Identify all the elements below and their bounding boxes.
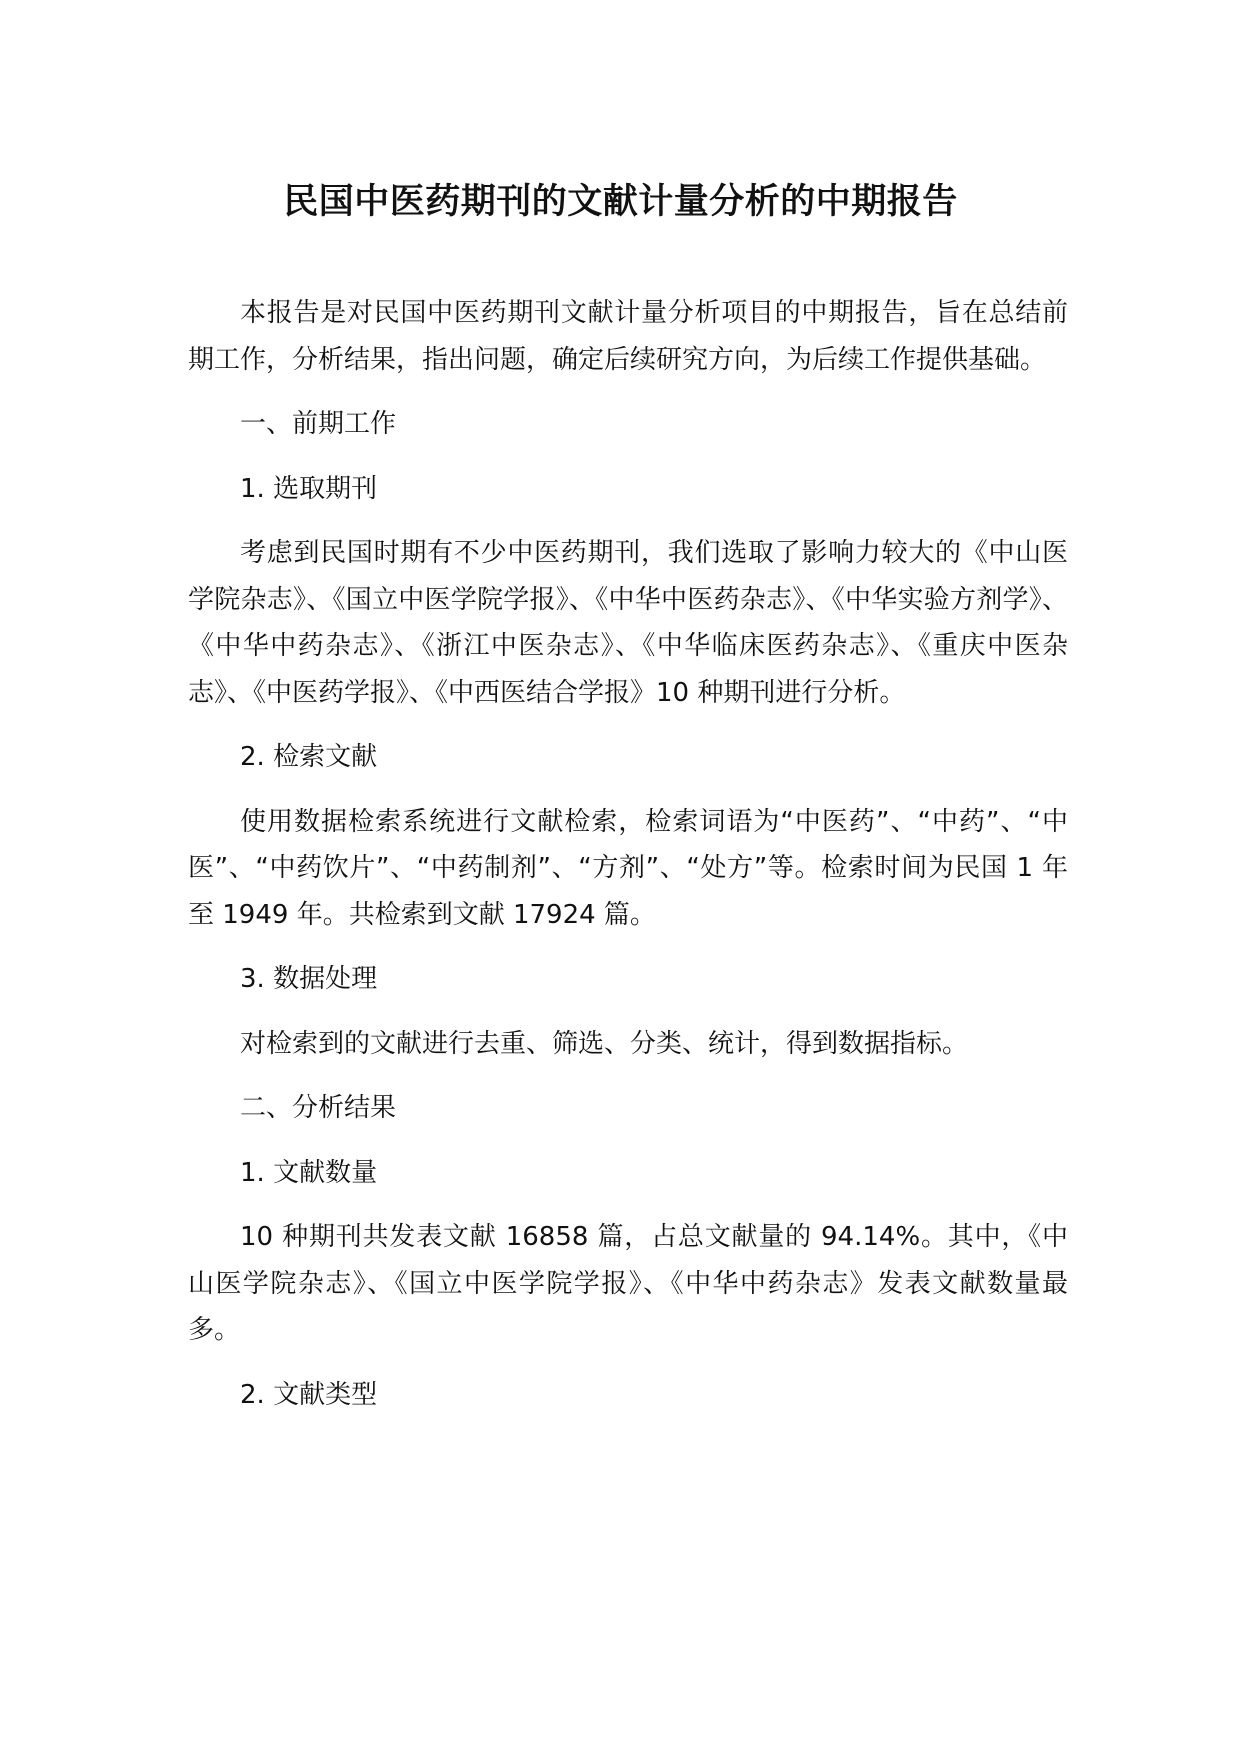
document-title: 民国中医药期刊的文献计量分析的中期报告 <box>283 182 958 222</box>
paragraph-literature-count: 10 种期刊共发表文献 16858 篇，占总文献量的 94.14%。其中，《中山医学院杂志》、《国立中医学院学报》、《中华中药杂志》发表文献数量最多。 <box>188 1222 1068 1345</box>
paragraph-select-journals: 考虑到民国时期有不少中医药期刊，我们选取了影响力较大的《中山医学院杂志》、《国立中医学院学报》、《中华中医药杂志》、《中华实验方剂学》、《中华中药杂志》、《浙江中医杂志》、《中华临床医药杂志》、《重庆中医杂志》、《中医药学报》、《中西医结合学报》10 种期刊进行分析。 <box>188 538 1068 708</box>
section-heading-prior-work: 一、前期工作 <box>240 409 397 439</box>
intro-paragraph: 本报告是对民国中医药期刊文献计量分析项目的中期报告，旨在总结前期工作，分析结果，指出问题，确定后续研究方向，为后续工作提供基础。 <box>188 298 1068 375</box>
subheading-data-processing: 3. 数据处理 <box>240 964 378 994</box>
paragraph-search-literature: 使用数据检索系统进行文献检索，检索词语为“中医药”、“中药”、“中医”、“中药饮片”、“中药制剂”、“方剂”、“处方”等。检索时间为民国 1 年至 1949 年。共检索到文献 17924 篇。 <box>188 806 1068 930</box>
section-heading-results: 二、分析结果 <box>240 1093 397 1123</box>
subheading-select-journals: 1. 选取期刊 <box>240 473 378 504</box>
subheading-search-literature: 2. 检索文献 <box>240 742 378 772</box>
subheading-literature-type: 2. 文献类型 <box>240 1379 378 1410</box>
subheading-literature-count: 1. 文献数量 <box>240 1157 378 1188</box>
paragraph-data-processing: 对检索到的文献进行去重、筛选、分类、统计，得到数据指标。 <box>240 1028 969 1059</box>
document-body <box>188 290 1068 1436</box>
